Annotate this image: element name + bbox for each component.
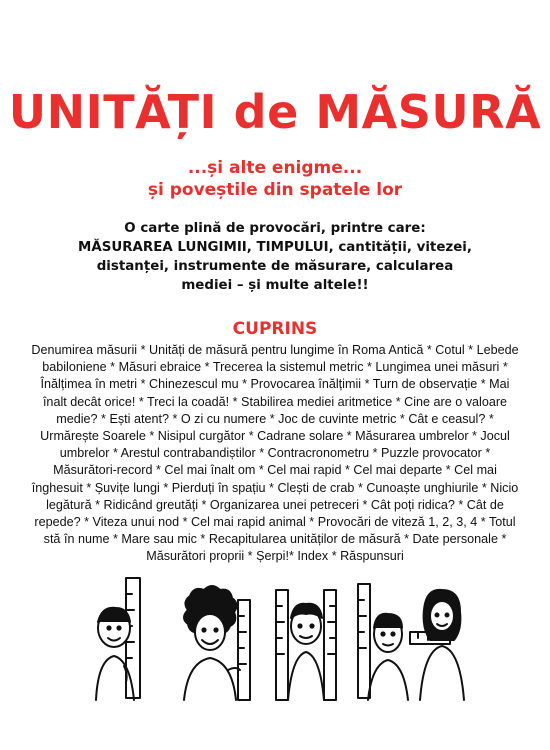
child-1-figure <box>96 578 140 700</box>
intro-line-1: O carte plină de provocări, printre care: <box>124 221 426 236</box>
intro-line-2: MĂSURAREA LUNGIMII, TIMPULUI, cantității, vitezei, <box>78 240 472 255</box>
intro-block <box>60 219 490 295</box>
subtitle-line-1: ...și alte enigme... <box>187 158 363 178</box>
child-3-figure <box>276 590 336 700</box>
contents-heading: CUPRINS <box>232 319 318 339</box>
subtitle-line-2: și poveștile din spatele lor <box>147 180 403 200</box>
child-4-figure <box>358 584 408 700</box>
contents-list: Denumirea măsurii * Unități de măsură pentru lungime în Roma Antică * Cotul * Lebede babiloniene * Măsuri ebraice * Trecerea la sistemul metric * Lungimea unei măsuri * Înălțimea în metri * Chinezescul mu * Provocarea înălțimii * Turn de observație * Mai înalt decât orice! * Treci la coadă! * Stabilirea mediei aritmetice * Cine are o valoare medie? * Ești atent? * O zi cu numere * Joc de cuvinte metric * Cât e ceasul? * Urmărește Soarele * Nisipul curgător * Cadrane solare * Măsurarea umbrelor * Jocul umbrelor * Arestul contrabandiștilor * Contracronometru * Puzzle provocator * Măsurători-record * Cel mai înalt om * Cel mai rapid * Cel mai departe * Cel mai înghesuit * Șuvițe lungi * Pierduți în spațiu * Clești de crab * Cunoaște unghiurile * Nicio legătură * Ridicând greutăți * Organizarea unei petreceri * Cât poți ridica? * Cât de repede? * Viteza unui nod * Cel mai rapid animal * Provocări de viteză 1, 2, 3, 4 * Totul stă în nume * Mare sau mic * Recapitularea unităților de măsură * Date personale * Măsurători proprii * Șerpi!* Index * Răspunsuri <box>31 343 519 564</box>
child-5-figure <box>410 590 464 700</box>
book-title: UNITĂȚI de MĂSURĂ <box>8 85 542 139</box>
children-illustration <box>88 570 468 720</box>
intro-line-3: distanței, instrumente de măsurare, calcularea <box>96 259 454 274</box>
child-2-figure <box>184 586 250 700</box>
intro-line-4: mediei – și multe altele!! <box>181 278 369 293</box>
